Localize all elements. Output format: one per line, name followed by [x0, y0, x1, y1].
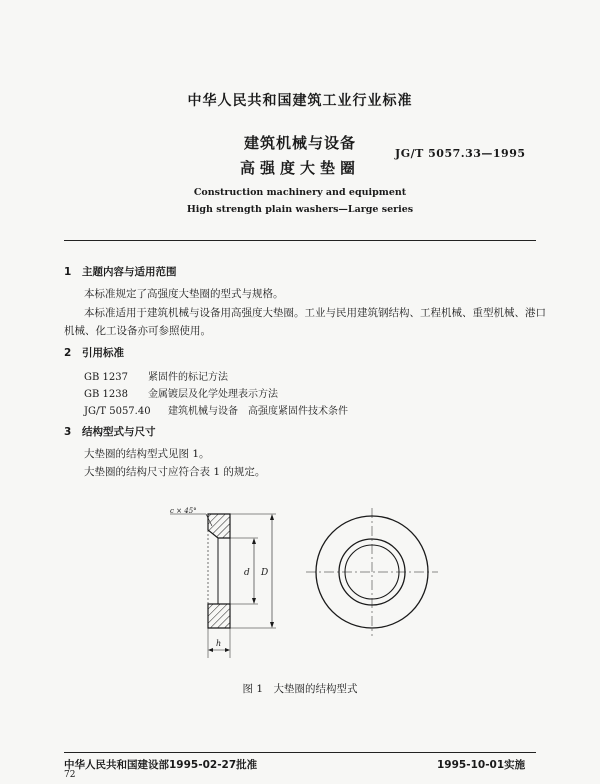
section-1-heading	[64, 264, 177, 279]
section-1-paragraph-3: 机械、化工设备亦可参照使用。	[64, 325, 211, 337]
section-2-heading	[64, 345, 124, 360]
reference-title: 金属镀层及化学处理表示方法	[148, 389, 278, 400]
section-3-number: 3	[64, 426, 72, 438]
washer-drawing	[140, 500, 460, 670]
section-1-number: 1	[64, 266, 72, 278]
english-title-line-2: High strength plain washers—Large series	[186, 204, 414, 215]
section-1-title: 主题内容与适用范围	[82, 266, 177, 278]
title-line-1: 建筑机械与设备	[243, 134, 356, 152]
standard-number: JG/T 5057.33—1995	[395, 147, 526, 160]
section-1-paragraph-1: 本标准规定了高强度大垫圈的型式与规格。	[84, 288, 284, 300]
standard-category-title: 中华人民共和国建筑工业行业标准	[187, 93, 413, 109]
reference-title: 建筑机械与设备 高强度紧固件技术条件	[168, 406, 348, 417]
section-1-paragraph-2: 本标准适用于建筑机械与设备用高强度大垫圈。工业与民用建筑钢结构、工程机械、重型机械、港口	[84, 307, 546, 319]
washer-front-view	[306, 508, 438, 636]
reference-code: GB 1238	[84, 389, 128, 400]
section-2-title: 引用标准	[82, 347, 124, 359]
chamfer-label: c × 45°	[170, 507, 197, 515]
reference-item	[84, 385, 278, 400]
reference-code: JG/T 5057.40	[84, 406, 151, 417]
english-title-line-1: Construction machinery and equipment	[193, 187, 407, 198]
dim-h-label: h	[216, 639, 222, 648]
effective-date: 1995-10-01实施	[437, 759, 526, 771]
dim-D-label: D	[261, 568, 269, 578]
footer-divider	[64, 752, 536, 753]
section-3-heading	[64, 424, 156, 439]
title-line-2: 高强度大垫圈	[239, 159, 360, 177]
reference-title: 紧固件的标记方法	[148, 372, 228, 383]
section-3-paragraph-2: 大垫圈的结构尺寸应符合表 1 的规定。	[84, 466, 266, 478]
reference-item	[84, 402, 348, 417]
approval-statement: 中华人民共和国建设部1995-02-27批准	[64, 759, 258, 771]
washer-section-view	[170, 514, 276, 658]
section-3-paragraph-1: 大垫圈的结构型式见图 1。	[84, 448, 210, 460]
section-3-title: 结构型式与尺寸	[82, 426, 156, 438]
header-divider	[64, 240, 536, 241]
reference-item	[84, 368, 228, 383]
page-number: 72	[64, 770, 76, 780]
reference-code: GB 1237	[84, 372, 128, 383]
section-2-number: 2	[64, 347, 72, 359]
figure-caption: 图 1 大垫圈的结构型式	[242, 683, 358, 695]
dim-d-label: d	[244, 568, 250, 578]
